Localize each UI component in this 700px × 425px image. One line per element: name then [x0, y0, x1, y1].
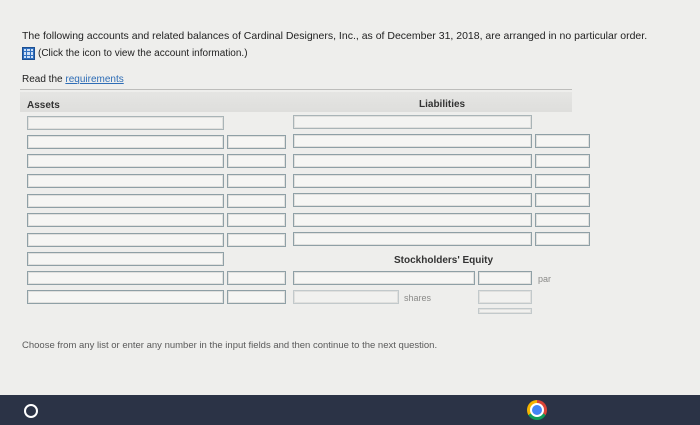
asset-account-select[interactable]: [27, 116, 224, 130]
liability-account-select[interactable]: [293, 174, 532, 188]
account-info-text: (Click the icon to view the account information.): [38, 48, 248, 59]
asset-account-select[interactable]: [27, 233, 224, 247]
shares-label: shares: [404, 293, 432, 303]
chrome-browser-icon[interactable]: [527, 400, 547, 420]
divider: [20, 89, 572, 90]
asset-account-select[interactable]: [27, 174, 224, 188]
problem-statement: The following accounts and related balances of Cardinal Designers, Inc., as of December 31, 2018, are arranged in no particular order.: [22, 30, 648, 42]
liability-account-select[interactable]: [293, 154, 532, 168]
instruction-footer: Choose from any list or enter any number in the input fields and then continue to the next question.: [22, 340, 438, 351]
requirements-line: [22, 74, 124, 85]
asset-amount-input[interactable]: [227, 271, 286, 285]
liability-amount-input[interactable]: [535, 154, 590, 168]
stockholders-equity-heading: Stockholders' Equity: [394, 255, 494, 266]
asset-account-select[interactable]: [27, 271, 224, 285]
asset-account-select[interactable]: [27, 194, 224, 208]
read-prefix: Read the: [22, 74, 66, 85]
equity-amount-input[interactable]: [478, 308, 532, 314]
liabilities-heading: Liabilities: [419, 99, 466, 110]
liability-amount-input[interactable]: [535, 213, 590, 227]
asset-account-select[interactable]: [27, 135, 224, 149]
shares-count-input[interactable]: [293, 290, 399, 304]
assets-heading: Assets: [27, 100, 60, 111]
asset-account-select[interactable]: [27, 213, 224, 227]
equity-amount-input[interactable]: [478, 290, 532, 304]
launcher-icon[interactable]: [24, 404, 38, 418]
equity-account-select[interactable]: [293, 271, 475, 285]
asset-amount-input[interactable]: [227, 213, 286, 227]
asset-amount-input[interactable]: [227, 233, 286, 247]
liability-account-select[interactable]: [293, 213, 532, 227]
total-liabilities-label-select[interactable]: [293, 232, 532, 246]
data-table-icon[interactable]: [22, 47, 35, 60]
liability-amount-input[interactable]: [535, 193, 590, 207]
column-header-band: [20, 92, 572, 112]
equity-amount-input[interactable]: [478, 271, 532, 285]
os-taskbar: [0, 395, 700, 425]
liability-amount-input[interactable]: [535, 174, 590, 188]
liability-amount-input[interactable]: [535, 134, 590, 148]
asset-amount-input[interactable]: [227, 194, 286, 208]
asset-amount-input[interactable]: [227, 135, 286, 149]
total-assets-label-select[interactable]: [27, 290, 224, 304]
asset-account-select[interactable]: [27, 154, 224, 168]
requirements-link[interactable]: requirements: [65, 74, 124, 85]
par-label: par: [538, 274, 552, 284]
asset-amount-input[interactable]: [227, 174, 286, 188]
liability-account-select[interactable]: [293, 193, 532, 207]
total-assets-input[interactable]: [227, 290, 286, 304]
asset-account-select[interactable]: [27, 252, 224, 266]
liability-account-select[interactable]: [293, 115, 532, 129]
total-liabilities-input[interactable]: [535, 232, 590, 246]
liability-account-select[interactable]: [293, 134, 532, 148]
asset-amount-input[interactable]: [227, 154, 286, 168]
account-info-line: [22, 47, 248, 60]
